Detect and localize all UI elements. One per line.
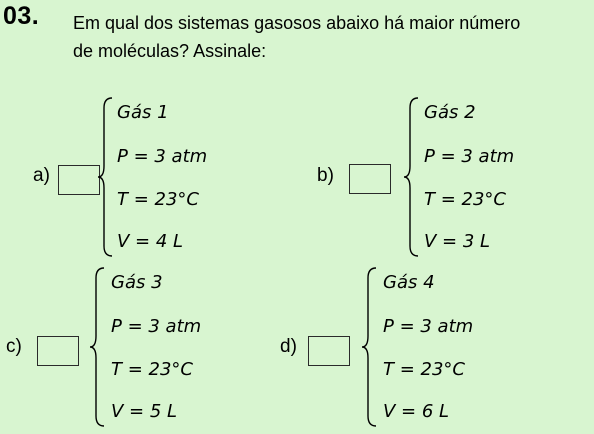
option-d-volume: V = 6 L [383, 401, 450, 422]
option-c-checkbox[interactable] [37, 336, 79, 366]
question-text-line-1: Em qual dos sistemas gasosos abaixo há maior número [73, 13, 521, 33]
option-b-checkbox[interactable] [349, 164, 391, 194]
option-a-gas: Gás 1 [117, 102, 169, 123]
option-b-gas: Gás 2 [424, 102, 476, 123]
option-c-gas: Gás 3 [111, 272, 163, 293]
option-c-letter: c) [6, 336, 22, 357]
option-a-temperature: T = 23°C [117, 189, 199, 210]
option-b-brace [402, 96, 422, 258]
option-a-volume: V = 4 L [117, 231, 184, 252]
option-d-letter: d) [280, 336, 297, 357]
option-c-temperature: T = 23°C [111, 359, 193, 380]
option-a-brace [96, 96, 116, 258]
option-b-pressure: P = 3 atm [424, 146, 515, 167]
question-text-line-2: de moléculas? Assinale: [73, 41, 267, 61]
option-b-volume: V = 3 L [424, 231, 491, 252]
option-a-letter: a) [33, 165, 50, 186]
option-d-gas: Gás 4 [383, 272, 435, 293]
option-d-temperature: T = 23°C [383, 359, 465, 380]
option-d-pressure: P = 3 atm [383, 316, 474, 337]
option-d-brace [360, 266, 380, 428]
question-text [73, 9, 573, 65]
option-d-checkbox[interactable] [308, 336, 350, 366]
question-number: 03. [3, 2, 40, 30]
option-b-temperature: T = 23°C [424, 189, 506, 210]
option-a-pressure: P = 3 atm [117, 146, 208, 167]
option-a-checkbox[interactable] [58, 165, 100, 195]
option-b-letter: b) [317, 165, 334, 186]
option-c-brace [88, 266, 108, 428]
option-c-pressure: P = 3 atm [111, 316, 202, 337]
option-c-volume: V = 5 L [111, 401, 178, 422]
